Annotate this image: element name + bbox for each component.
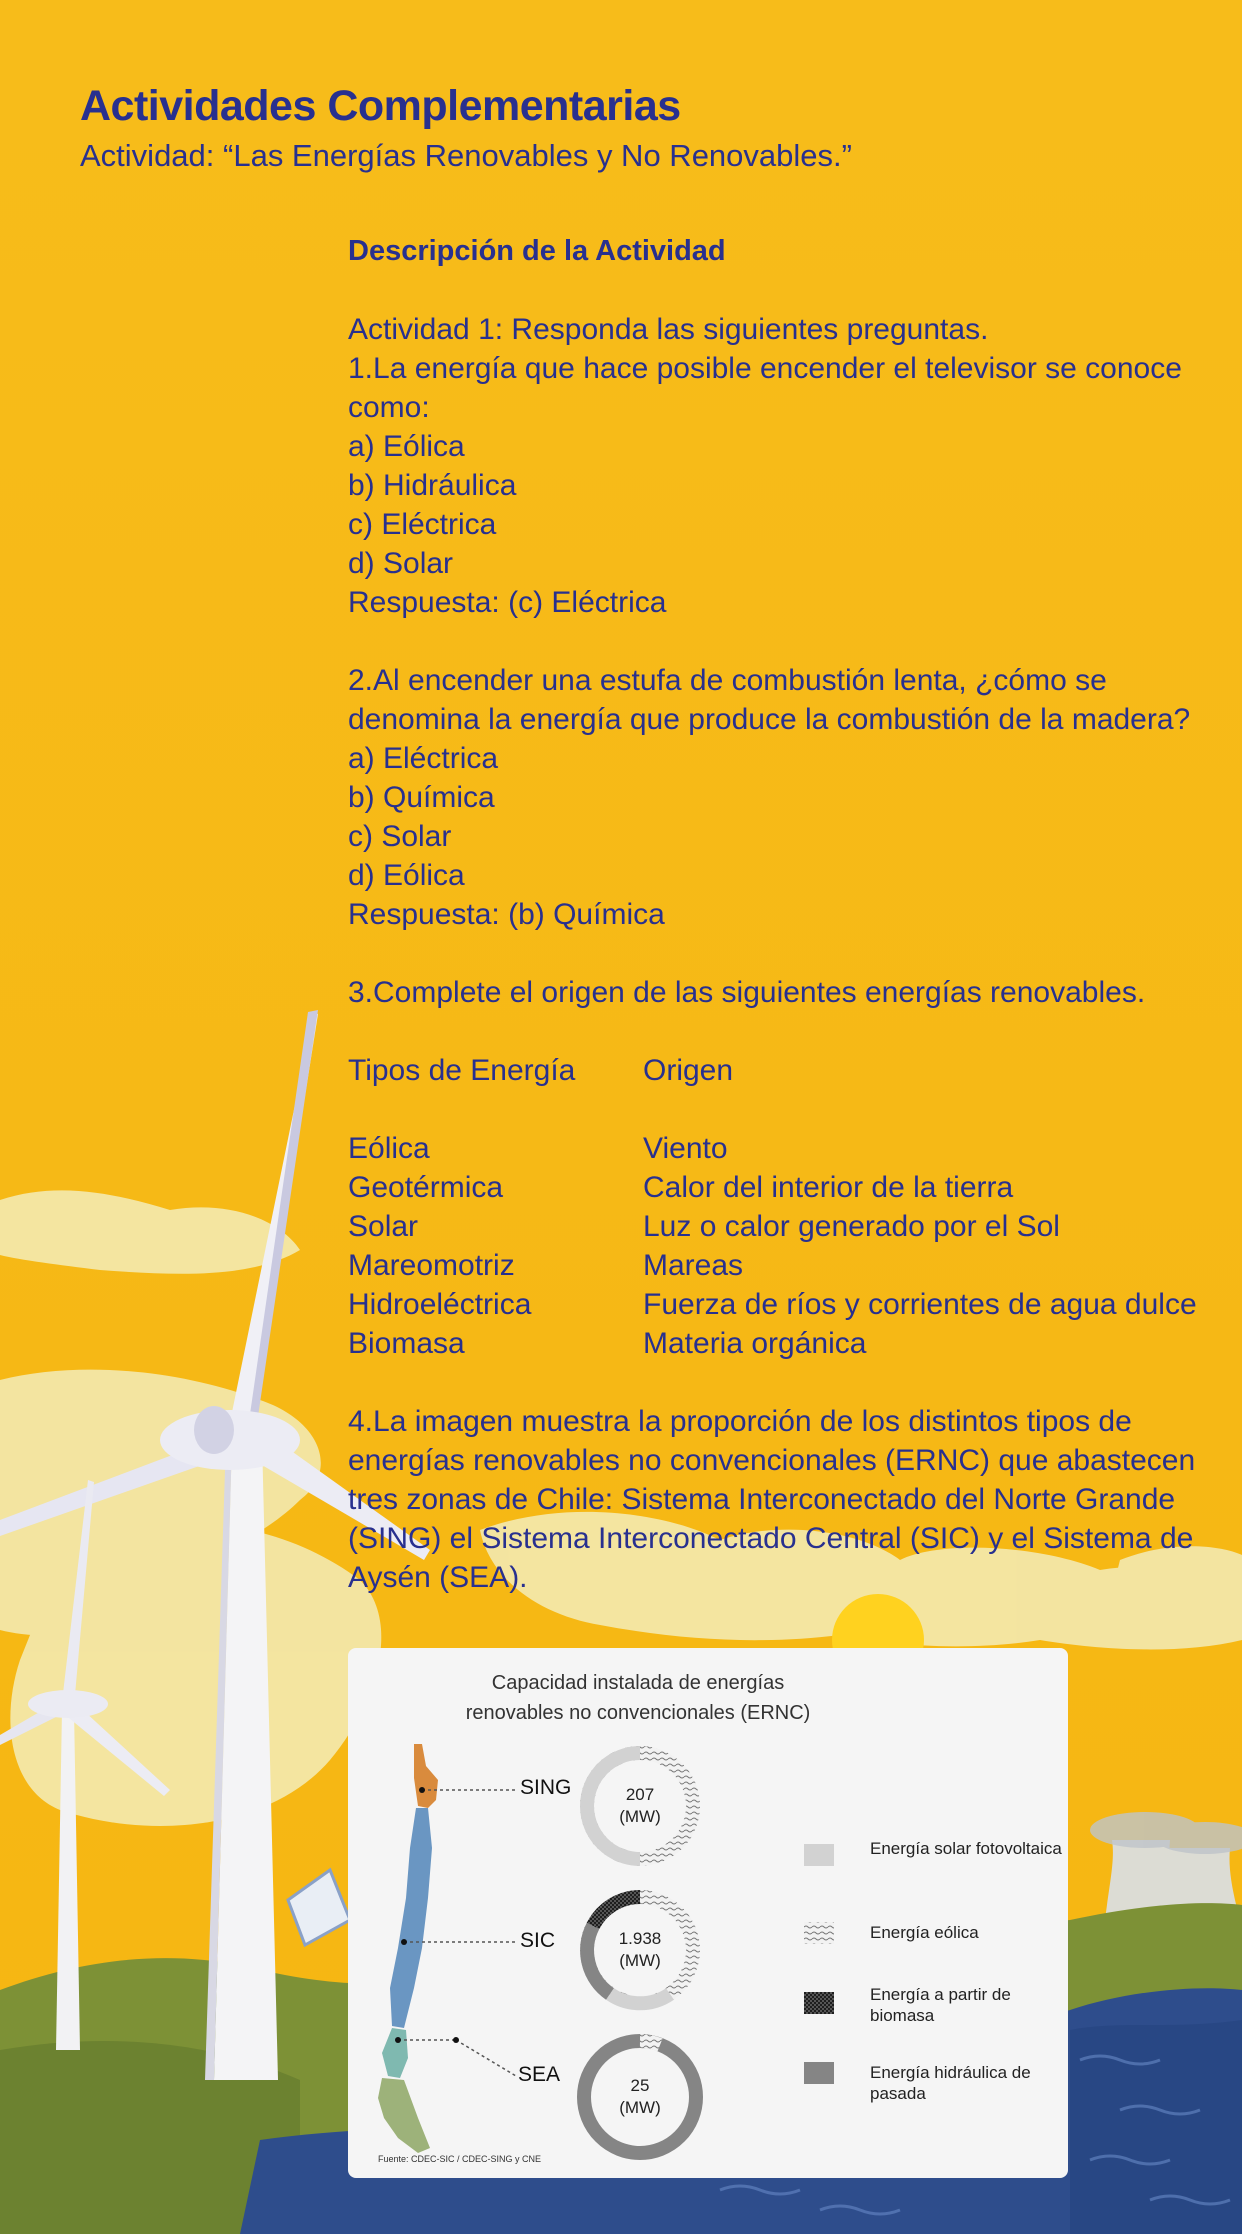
header-energy-type: Tipos de Energía xyxy=(348,1054,576,1087)
figure-title-line-1: Capacidad instalada de energías xyxy=(491,1672,785,1694)
question-1: 1.La energía que hace posible encender el televisor se conoce como: xyxy=(348,352,1182,424)
legend-label-solar: Energía solar fotovoltaica xyxy=(870,1839,1062,1858)
zone-label-sing: SING xyxy=(520,1776,572,1799)
mw-sic-unit: (MW) xyxy=(619,1951,661,1970)
table-row xyxy=(348,1324,1208,1363)
q1-option-b: b) Hidráulica xyxy=(348,469,517,502)
legend-item-wind xyxy=(804,1922,1044,1972)
mw-sic xyxy=(600,1928,680,1972)
legend-item-hydro xyxy=(804,2062,1044,2112)
question-3: 3.Complete el origen de las siguientes energías renovables. xyxy=(348,976,1146,1009)
donut-sic-biomass xyxy=(593,1897,640,1926)
question-4: 4.La imagen muestra la proporción de los distintos tipos de energías renovables no convencionales (ERNC) que abastecen tres zonas de Chile: Sistema Interconectado del Norte Grande (SING) el Sistema Interconectado Central (SIC) y el Sistema de Aysén (SEA). xyxy=(348,1405,1196,1594)
ernc-capacity-figure xyxy=(348,1648,1068,2178)
header-origin: Origen xyxy=(643,1054,734,1087)
mw-sea-value: 25 xyxy=(630,2076,650,2095)
table-row xyxy=(348,1285,1208,1324)
legend-label-wind: Energía eólica xyxy=(870,1923,979,1942)
legend-label-biomass: Energía a partir de biomasa xyxy=(870,1985,1011,2025)
donut-sic-solar xyxy=(610,1994,670,2003)
origin-cell: Materia orgánica xyxy=(643,1327,867,1360)
table-row xyxy=(348,1129,1208,1168)
table-row xyxy=(348,1246,1208,1285)
figure-title-line-2: renovables no convencionales (ERNC) xyxy=(465,1702,811,1724)
energy-type-cell: Mareomotriz xyxy=(348,1249,515,1282)
activity-content xyxy=(348,232,1208,1597)
legend-item-biomass xyxy=(804,1984,1044,2034)
energy-type-cell: Solar xyxy=(348,1210,419,1243)
energy-type-cell: Geotérmica xyxy=(348,1171,504,1204)
mw-sing xyxy=(600,1784,680,1828)
section-title: Descripción de la Actividad xyxy=(348,235,726,267)
q2-option-a: a) Eléctrica xyxy=(348,742,499,775)
activity-intro: Actividad 1: Responda las siguientes preguntas. xyxy=(348,313,989,346)
energy-table-header xyxy=(348,1051,1208,1090)
origin-cell: Mareas xyxy=(643,1249,744,1282)
mw-sing-unit: (MW) xyxy=(619,1807,661,1826)
q2-option-c: c) Solar xyxy=(348,820,452,853)
q1-answer: Respuesta: (c) Eléctrica xyxy=(348,586,667,619)
map-region-sea xyxy=(382,2028,408,2078)
legend-item-solar xyxy=(804,1838,1062,1888)
origin-cell: Luz o calor generado por el Sol xyxy=(643,1210,1060,1243)
legend-label-hydro: Energía hidráulica de pasada xyxy=(870,2063,1031,2103)
table-row xyxy=(348,1207,1208,1246)
origin-cell: Calor del interior de la tierra xyxy=(643,1171,1014,1204)
donut-sea-wind xyxy=(640,2041,660,2045)
mw-sea-unit: (MW) xyxy=(619,2098,661,2117)
q2-option-d: d) Eólica xyxy=(348,859,465,892)
q1-option-d: d) Solar xyxy=(348,547,454,580)
chile-map xyxy=(378,1744,438,2153)
question-2: 2.Al encender una estufa de combustión lenta, ¿cómo se denomina la energía que produce la combustión de la madera? xyxy=(348,664,1191,736)
q2-option-b: b) Química xyxy=(348,781,495,814)
energy-type-cell: Eólica xyxy=(348,1132,430,1165)
q1-option-a: a) Eólica xyxy=(348,430,465,463)
map-region-sing xyxy=(414,1744,438,1808)
energy-type-cell: Biomasa xyxy=(348,1327,465,1360)
mw-sic-value: 1.938 xyxy=(618,1929,662,1948)
zone-label-sea: SEA xyxy=(518,2063,561,2086)
mw-sing-value: 207 xyxy=(625,1785,655,1804)
table-row xyxy=(348,1168,1208,1207)
origin-cell: Viento xyxy=(643,1132,728,1165)
zone-label-sic: SIC xyxy=(520,1929,556,1952)
page-title: Actividades Complementarias xyxy=(80,82,681,130)
energy-type-cell: Hidroeléctrica xyxy=(348,1288,532,1321)
q2-answer: Respuesta: (b) Química xyxy=(348,898,665,931)
page-header xyxy=(80,78,852,178)
map-region-sic xyxy=(390,1808,432,2028)
figure-source: Fuente: CDEC-SIC / CDEC-SING y CNE xyxy=(378,2154,542,2164)
page-subtitle: Actividad: “Las Energías Renovables y No Renovables.” xyxy=(80,138,852,173)
origin-cell: Fuerza de ríos y corrientes de agua dulce xyxy=(643,1288,1197,1321)
q1-option-c: c) Eléctrica xyxy=(348,508,497,541)
map-region-south xyxy=(378,2078,430,2153)
mw-sea xyxy=(600,2075,680,2119)
